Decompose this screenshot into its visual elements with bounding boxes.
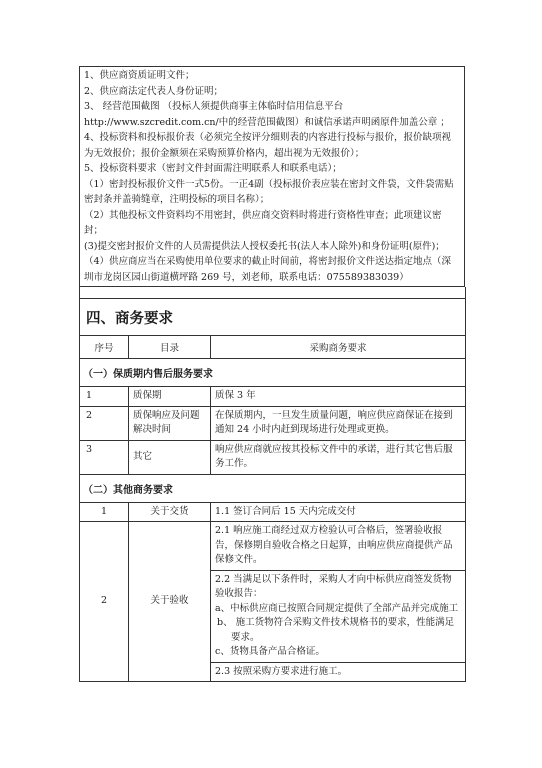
qualification-item: （1）密封投标报价文件一式5份。一正4副（投标报价表应装在密封文件袋，文件袋需贴密封条并盖骑缝章，注明投标的项目名称）；: [84, 178, 454, 205]
header-item: 目录: [129, 336, 211, 359]
header-no: 序号: [80, 336, 129, 359]
business-requirements-table: [79, 287, 466, 682]
qualification-requirements-table: [79, 66, 465, 287]
qualification-item: 4、投标资料和投标报价表（必须完全按评分细则表的内容进行投标与报价，报价缺项视为无效报价；报价金额须在采购预算价格内，超出视为无效报价）；: [84, 132, 452, 159]
acceptance-conditions: 2.2 当满足以下条件时，采购人才向中标供应商签发货物验收报告： a、中标供应商已按照合同规定提供了全部产品并完成施工 b、 施工货物符合采购文件技术规格书的要求，性能满足要求。 c、货物具备产品合格证。: [211, 570, 466, 662]
table-row: 1 关于交货 1.1 签订合同后 15 天内完成交付: [80, 502, 466, 522]
document-page: [79, 66, 465, 682]
table-row: 2 质保响应及问题解决时间 在保质期内，一旦发生质量问题，响应供应商保证在接到通知 24 小时内赶到现场进行处理或更换。: [80, 406, 466, 440]
qualification-item: 1、供应商资质证明文件；: [84, 70, 195, 81]
subsection-title: （一）保质期内售后服务要求: [80, 359, 466, 387]
qualification-item: 2、供应商法定代表人身份证明；: [84, 85, 224, 97]
section-title: 四、商务要求: [80, 299, 466, 336]
qualification-item: （2）其他投标文件资料均不用密封，供应商交资料时将进行资格性审查；此项建议密封；: [84, 209, 442, 236]
qualification-cell: [80, 67, 465, 287]
subsection-title: （二）其他商务要求: [80, 474, 466, 502]
table-row: 2.3 按照采购方要求进行施工。: [80, 662, 466, 682]
qualification-item: 3、 经营范围截图 （投标人须提供商事主体临时信用信息平台 http://www.szcredit.com.cn/中的经营范围截图）和诚信承诺声明函原件加盖公章 ；: [84, 101, 450, 128]
table-row: 3 其它 响应供应商就应按其投标文件中的承诺，进行其它售后服务工作。: [80, 440, 466, 474]
table-row: 1 质保期 质保 3 年: [80, 387, 466, 407]
qualification-item: 5、投标资料要求（密封文件封面需注明联系人和联系电话）；: [84, 163, 342, 174]
table-row: 2 关于验收 2.1 响应施工商经过双方检验认可合格后，签署验收报告，保修期自验收合格之日起算，由响应供应商提供产品保修文件。: [80, 522, 466, 571]
qualification-item: (3)提交密封报价文件的人员需提供法人授权委托书(法人本人除外)和身份证明(原件)；: [84, 240, 445, 252]
header-requirement: 采购商务要求: [211, 336, 466, 359]
qualification-item: （4）供应商应当在采购使用单位要求的截止时间前，将密封报价文件送达指定地点（深圳市龙岗区园山街道横坪路 269 号，刘老师，联系电话：075589383039）: [84, 256, 452, 283]
